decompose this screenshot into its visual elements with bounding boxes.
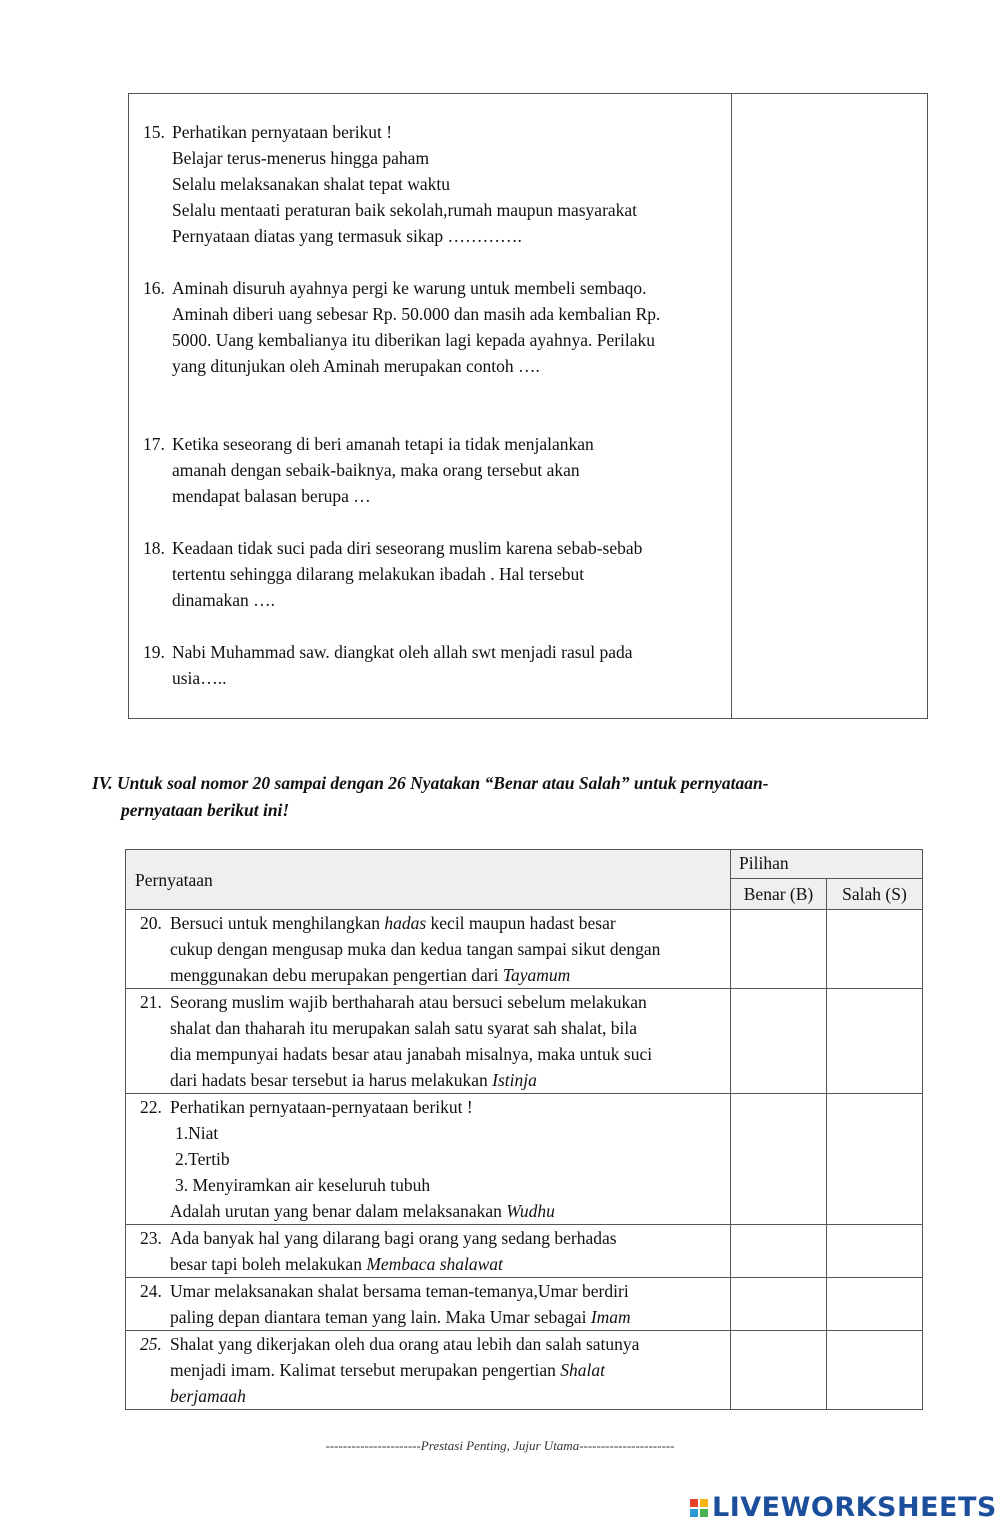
question-19: 19. Nabi Muhammad saw. diangkat oleh allah swt menjadi rasul pada usia….. bbox=[143, 642, 633, 688]
answer-true-24[interactable] bbox=[731, 1278, 827, 1331]
header-choice: Pilihan bbox=[731, 850, 923, 879]
statement-22: 22. Perhatikan pernyataan-pernyataan berikut ! 1.Niat 2.Tertib 3. Menyiramkan air keseluruh tubuh Adalah urutan yang benar dalam melaksanakan Wudhu bbox=[126, 1094, 731, 1225]
statement-25: 25. Shalat yang dikerjakan oleh dua orang atau lebih dan salah satunya menjadi imam. Kalimat tersebut merupakan pengertian Shalat berjamaah bbox=[126, 1331, 731, 1410]
statement-24: 24. Umar melaksanakan shalat bersama teman-temanya,Umar berdiri paling depan diantara teman yang lain. Maka Umar sebagai Imam bbox=[126, 1278, 731, 1331]
logo-grid-icon bbox=[690, 1499, 708, 1517]
answer-false-20[interactable] bbox=[827, 910, 923, 989]
answer-true-23[interactable] bbox=[731, 1225, 827, 1278]
header-statement: Pernyataan bbox=[126, 850, 731, 910]
table-row bbox=[126, 1094, 923, 1225]
table-row bbox=[126, 910, 923, 989]
answer-false-21[interactable] bbox=[827, 989, 923, 1094]
table-row bbox=[126, 1331, 923, 1410]
answer-false-24[interactable] bbox=[827, 1278, 923, 1331]
table-row bbox=[126, 1225, 923, 1278]
answer-true-20[interactable] bbox=[731, 910, 827, 989]
header-true: Benar (B) bbox=[731, 879, 827, 910]
question-18: 18. Keadaan tidak suci pada diri seseorang muslim karena sebab-sebab tertentu sehingga dilarang melakukan ibadah . Hal tersebut dinamakan …. bbox=[143, 538, 643, 610]
liveworksheets-logo[interactable] bbox=[690, 1493, 997, 1523]
table-row bbox=[126, 1278, 923, 1331]
section-iv-title: IV. Untuk soal nomor 20 sampai dengan 26 Nyatakan “Benar atau Salah” untuk pernyataan- pernyataan berikut ini! bbox=[92, 773, 769, 820]
statement-21: 21. Seorang muslim wajib berthaharah atau bersuci sebelum melakukan shalat dan thaharah itu merupakan salah satu syarat sah shalat, bila dia mempunyai hadats besar atau janabah misalnya, maka untuk suci dari hadats besar tersebut ia harus melakukan Istinja bbox=[126, 989, 731, 1094]
table-row bbox=[126, 989, 923, 1094]
answer-true-21[interactable] bbox=[731, 989, 827, 1094]
page-footer: ----------------------Prestasi Penting, Jujur Utama---------------------- bbox=[325, 1438, 675, 1453]
question-17: 17. Ketika seseorang di beri amanah tetapi ia tidak menjalankan amanah dengan sebaik-baiknya, maka orang tersebut akan mendapat balasan berupa … bbox=[143, 434, 594, 506]
essay-questions bbox=[143, 119, 728, 691]
logo-text: LIVEWORKSHEETS bbox=[712, 1492, 997, 1523]
header-false: Salah (S) bbox=[827, 879, 923, 910]
essay-questions-box bbox=[128, 93, 928, 719]
question-16: 16. Aminah disuruh ayahnya pergi ke warung untuk membeli sembaqo. Aminah diberi uang sebesar Rp. 50.000 dan masih ada kembalian Rp. 5000. Uang kembalianya itu diberikan lagi kepada ayahnya. Perilaku yang ditunjukan oleh Aminah merupakan contoh …. bbox=[143, 278, 661, 376]
answer-true-25[interactable] bbox=[731, 1331, 827, 1410]
question-15: 15. Perhatikan pernyataan berikut ! Belajar terus-menerus hingga paham Selalu melaksanakan shalat tepat waktu Selalu mentaati peraturan baik sekolah,rumah maupun masyarakat Pernyataan diatas yang termasuk sikap …………. bbox=[143, 122, 638, 246]
answer-false-25[interactable] bbox=[827, 1331, 923, 1410]
true-false-table bbox=[125, 849, 923, 1410]
answer-false-23[interactable] bbox=[827, 1225, 923, 1278]
answer-column-divider bbox=[731, 94, 732, 718]
answer-false-22[interactable] bbox=[827, 1094, 923, 1225]
statement-20: 20. Bersuci untuk menghilangkan hadas kecil maupun hadast besar cukup dengan mengusap muka dan kedua tangan sampai sikut dengan menggunakan debu merupakan pengertian dari Tayamum bbox=[126, 910, 731, 989]
answer-true-22[interactable] bbox=[731, 1094, 827, 1225]
statement-23: 23. Ada banyak hal yang dilarang bagi orang yang sedang berhadas besar tapi boleh melakukan Membaca shalawat bbox=[126, 1225, 731, 1278]
